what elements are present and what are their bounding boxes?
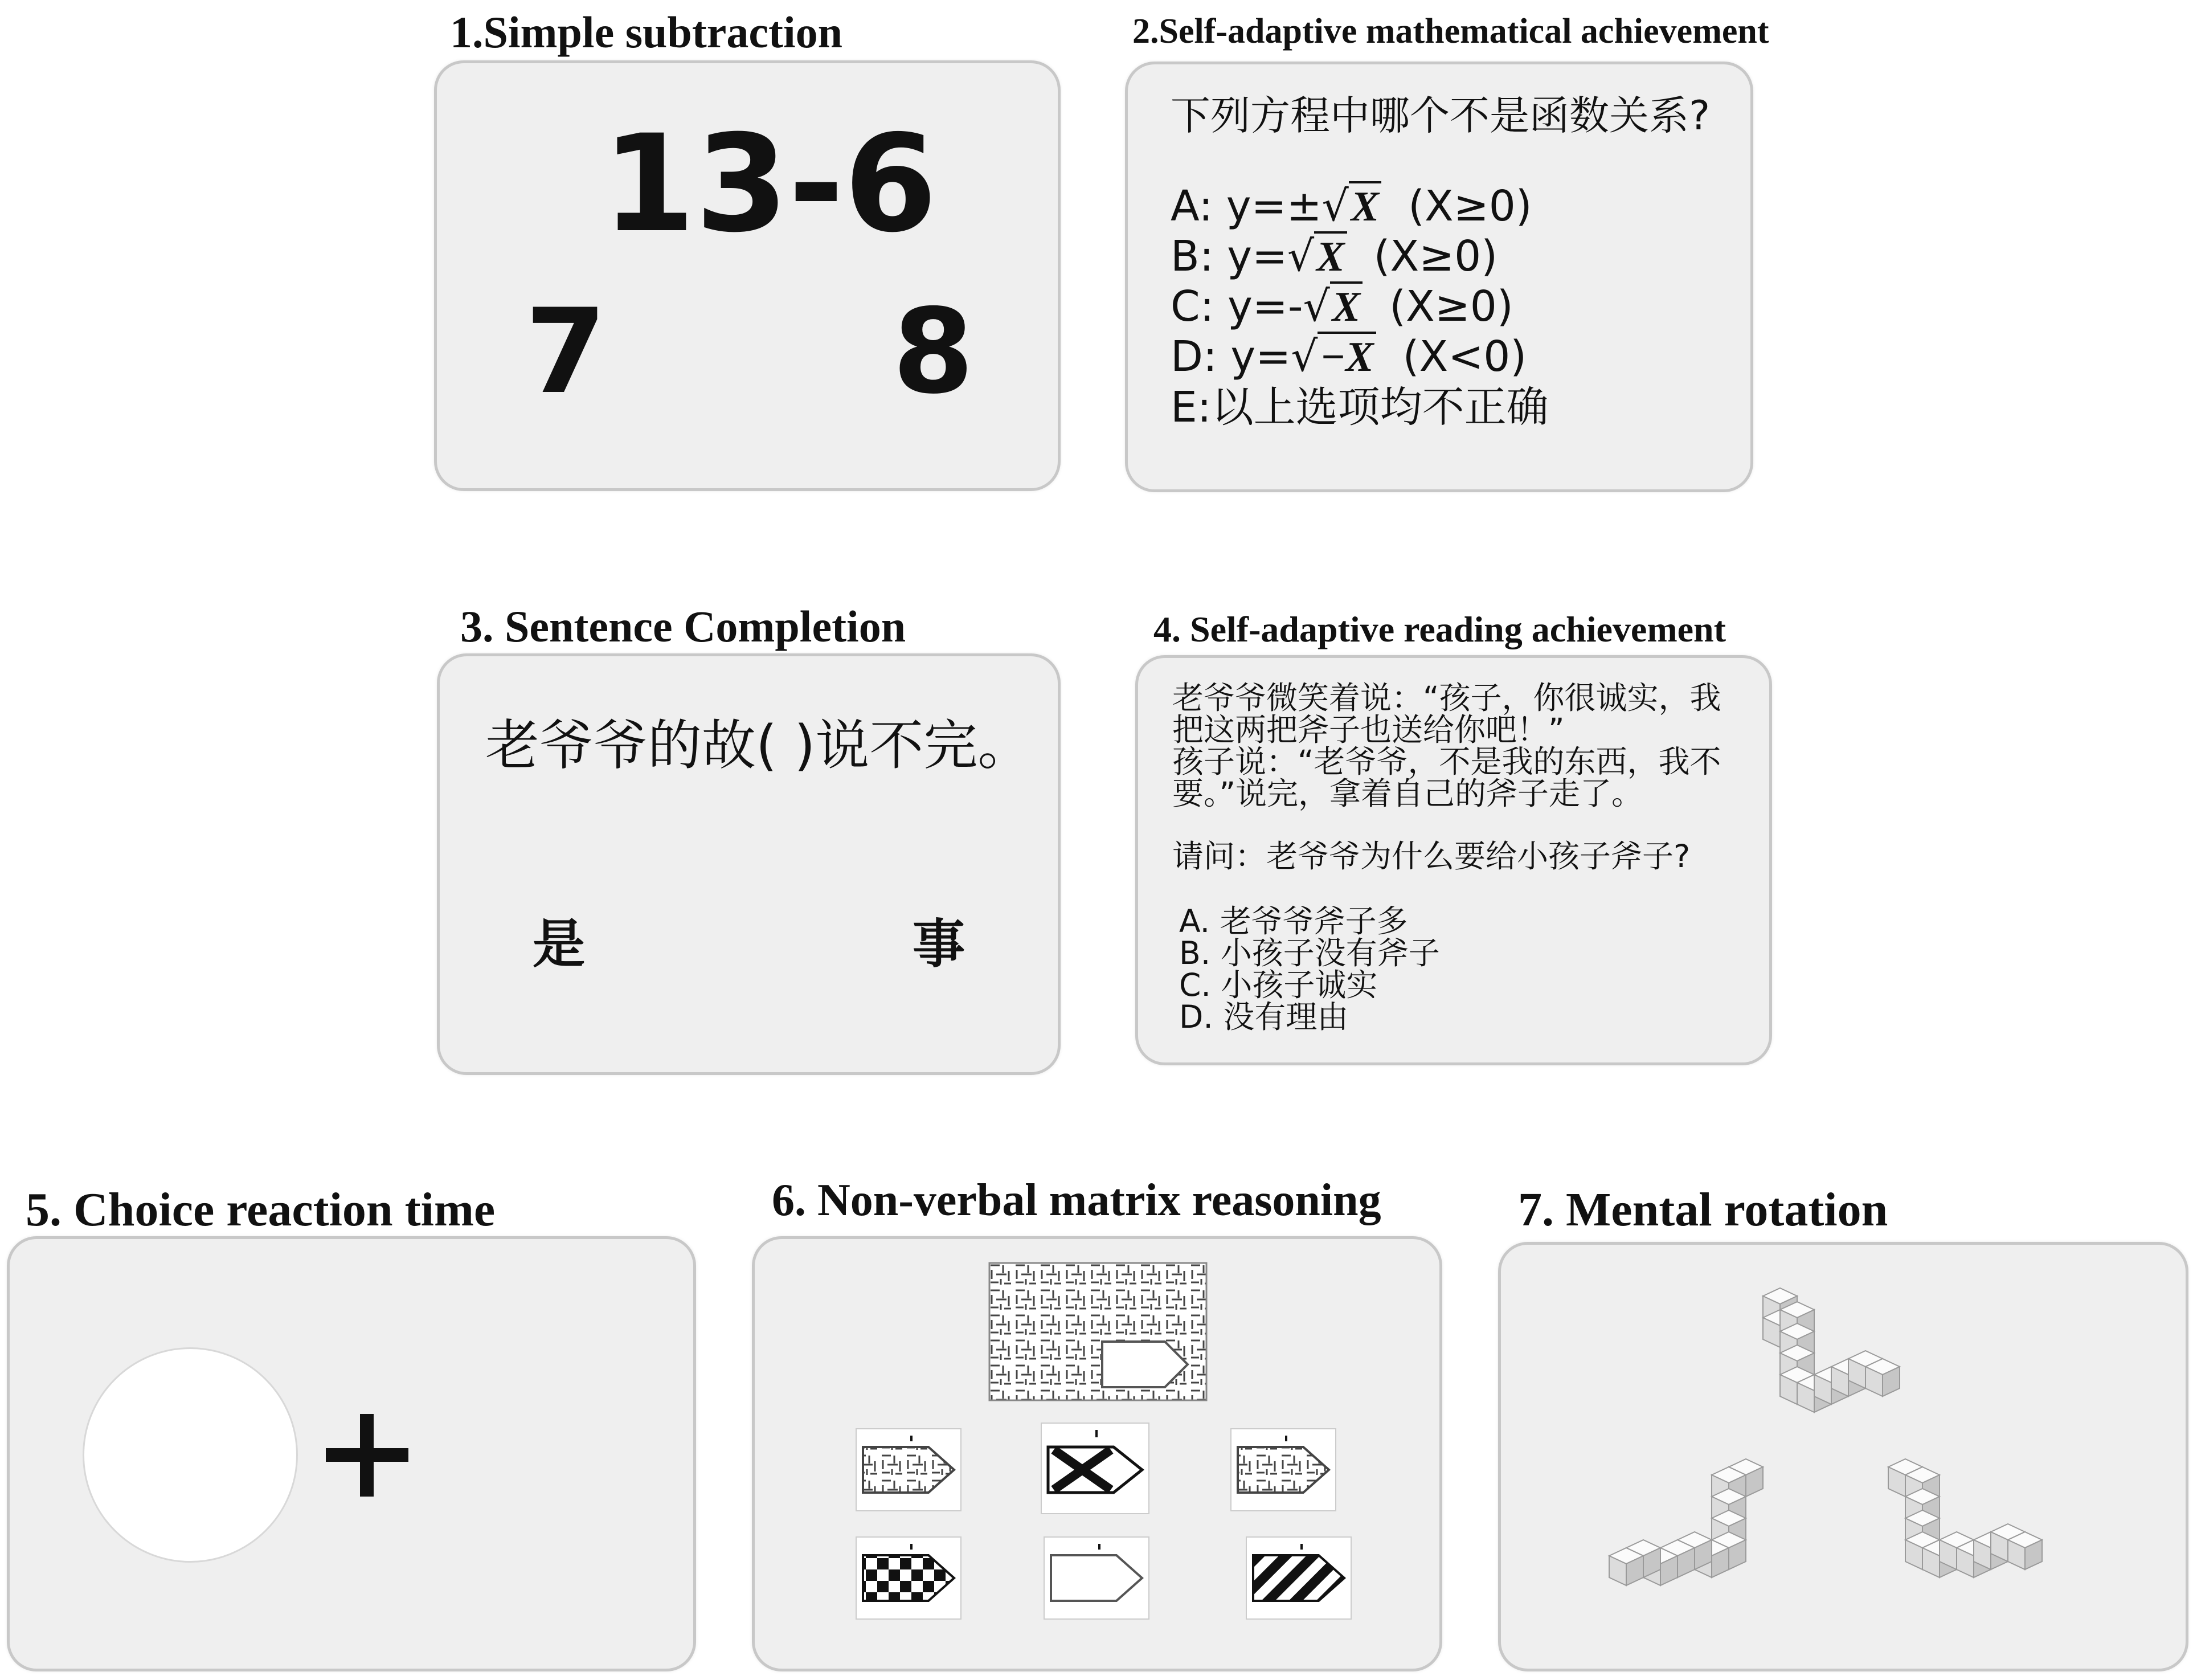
sentence-stimulus: 老爷爷的故( )说不完。 <box>485 714 1032 777</box>
reading-options <box>1179 905 1440 1033</box>
stripe-arrow-option-6[interactable] <box>1245 1535 1353 1621</box>
panel-5-title: 5. Choice reaction time <box>26 1183 496 1236</box>
circle-stimulus-icon[interactable] <box>83 1347 298 1563</box>
word-option-left[interactable]: 是 <box>533 914 586 975</box>
panel-3-title: 3. Sentence Completion <box>460 602 906 651</box>
panel-2-title: 2.Self-adaptive mathematical achievement <box>1132 12 1769 51</box>
word-option-right[interactable]: 事 <box>913 914 965 975</box>
passage-line: 把这两把斧子也送给你吧！” <box>1172 712 1565 748</box>
math-option-d-condition: (X<0) <box>1402 332 1527 381</box>
subtraction-problem: 13-6 <box>602 107 938 262</box>
reading-option-d[interactable]: D. 没有理由 <box>1179 999 1349 1035</box>
answer-option-right[interactable]: 8 <box>893 284 974 420</box>
passage-line: 孩子说：“老爷爷，不是我的东西，我不 <box>1172 743 1721 780</box>
cube-shape-right-icon <box>1877 1456 2065 1621</box>
math-option-c[interactable] <box>1171 282 1513 331</box>
passage-line: 老爷爷微笑着说：“孩子，你很诚实，我 <box>1172 680 1721 716</box>
math-option-b-condition: (X≥0) <box>1373 232 1498 281</box>
panel-6-title: 6. Non-verbal matrix reasoning <box>772 1175 1381 1225</box>
answer-option-left[interactable]: 7 <box>525 284 607 420</box>
cube-shape-left-icon <box>1603 1456 1791 1621</box>
math-option-e[interactable]: E:以上选项均不正确 <box>1171 383 1549 432</box>
math-option-d-radicand: −X <box>1318 332 1376 381</box>
math-option-a[interactable] <box>1171 182 1532 231</box>
math-option-c-condition: (X≥0) <box>1389 282 1513 331</box>
reading-achievement-panel <box>1135 655 1772 1065</box>
maze-arrow-option-3[interactable] <box>1229 1427 1337 1513</box>
reading-option-a[interactable]: A. 老爷爷斧子多 <box>1179 903 1408 939</box>
sqrt-icon: √ <box>1303 282 1330 331</box>
math-achievement-panel <box>1125 62 1753 492</box>
maze-arrow-option-1[interactable] <box>854 1427 963 1513</box>
choice-reaction-panel <box>7 1236 696 1671</box>
blank-arrow-option-5[interactable] <box>1042 1535 1151 1621</box>
sqrt-icon: √ <box>1321 182 1349 231</box>
math-option-a-condition: (X≥0) <box>1408 182 1532 231</box>
math-option-d-prefix: D: y= <box>1171 332 1291 381</box>
sqrt-icon: √ <box>1291 332 1318 381</box>
matrix-reasoning-panel <box>752 1236 1442 1671</box>
reading-option-b[interactable]: B. 小孩子没有斧子 <box>1179 935 1440 971</box>
simple-subtraction-panel <box>434 60 1061 491</box>
mental-rotation-panel <box>1498 1242 2188 1671</box>
math-option-b-prefix: B: y= <box>1171 232 1288 281</box>
cube-shape-target-icon <box>1752 1285 1934 1450</box>
math-option-b[interactable] <box>1171 232 1498 281</box>
math-question: 下列方程中哪个不是函数关系? <box>1171 92 1711 139</box>
panel-4-title: 4. Self-adaptive reading achievement <box>1153 609 1726 649</box>
math-option-c-prefix: C: y=- <box>1171 282 1303 331</box>
sqrt-icon: √ <box>1287 232 1315 281</box>
plus-icon <box>360 1414 374 1497</box>
checker-arrow-option-4[interactable] <box>854 1535 963 1621</box>
math-option-b-radicand: X <box>1314 231 1347 280</box>
math-option-a-prefix: A: y=± <box>1171 182 1322 231</box>
passage-line: 要。”说完，拿着自己的斧子走了。 <box>1172 775 1643 812</box>
panel-1-title: 1.Simple subtraction <box>450 7 843 57</box>
cross-box-option-2[interactable] <box>1040 1421 1151 1515</box>
reading-passage <box>1172 682 1721 810</box>
math-option-c-radicand: X <box>1330 281 1363 330</box>
panel-7-title: 7. Mental rotation <box>1518 1183 1888 1236</box>
reading-option-c[interactable]: C. 小孩子诚实 <box>1179 967 1378 1003</box>
math-option-a-radicand: X <box>1349 181 1381 230</box>
maze-matrix-icon <box>988 1262 1208 1401</box>
math-option-d[interactable] <box>1171 332 1527 381</box>
sentence-completion-panel <box>437 653 1061 1075</box>
reading-question: 请问：老爷爷为什么要给小孩子斧子? <box>1172 838 1691 874</box>
